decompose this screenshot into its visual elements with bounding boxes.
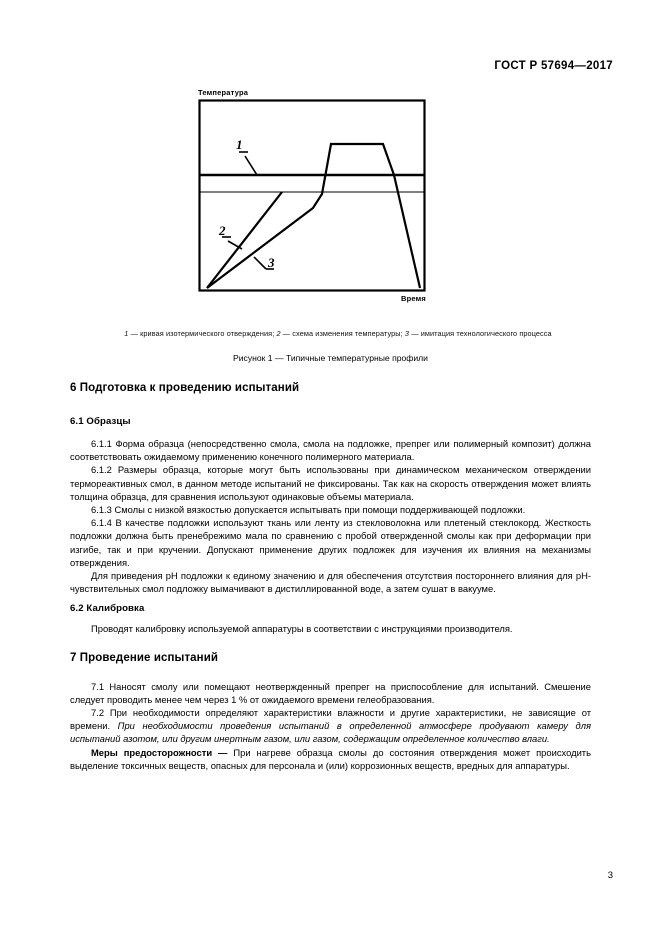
- heading-section-7: 7 Проведение испытаний: [70, 651, 219, 664]
- curve-label-2: 2: [219, 223, 226, 238]
- heading-section-6-2: 6.2 Калибровка: [70, 603, 145, 615]
- page-header-standard-number: ГОСТ Р 57694—2017: [494, 60, 613, 72]
- paragraph-6-1-2: 6.1.2 Размеры образца, которые могут быть использованы при динамическом механическом отверждении термореактивных смол, в данном методе испытаний не фиксированы. Так как на скорость отверждения может влиять толщина образца, для сравнения используют одинаковые объемы материала.: [70, 464, 591, 502]
- figure-caption: Рисунок 1 — Типичные температурные профили: [233, 353, 428, 363]
- paragraph-safety: [70, 746, 591, 772]
- paragraph-6-1-4: 6.1.4 В качестве подложки используют ткань или ленту из стекловолокна или плетеный стеклокорд. Жесткость подложки должна быть пренебрежимо мала по сравнению с пробой отвержденной смолы как при деформации при изгибе, так и при кручении. Допускают применение других подложек для изучения их влияния на механизмы отверждения.: [70, 517, 591, 568]
- paragraph-7-2-plain: 7.2 При необходимости определяют характеристики влажности и другие характеристики, не зависящие от времени.: [70, 707, 591, 732]
- paragraph-ph-treatment: Для приведения рН подложки к единому значению и для обеспечения отсутствия постороннего влияния для рН-чувствительных смол подложку вымачивают в дистиллированной воде, а затем сушат в вакууме.: [70, 570, 591, 595]
- legend-num-3: 3: [404, 329, 410, 338]
- temperature-profiles-chart: [198, 99, 426, 292]
- figure-x-axis-label: Время: [401, 294, 426, 303]
- legend-text-3: — имитация технологического процесса: [409, 329, 552, 338]
- document-body: [70, 382, 591, 772]
- legend-num-2: 2: [276, 329, 281, 338]
- curve-1-leader: [239, 152, 257, 175]
- heading-section-6: 6 Подготовка к проведению испытаний: [70, 382, 300, 394]
- figure-y-axis-label: Температура: [198, 88, 249, 97]
- heading-section-6-1: 6.1 Образцы: [70, 416, 131, 427]
- figure-plot-area: [198, 99, 426, 303]
- legend-text-2: — схема изменения температуры;: [280, 329, 405, 338]
- paragraph-7-2-italic: При необходимости проведения испытаний в определенной атмосфере продувают камеру для испытаний азотом, или другим инертным газом, или газом, содержащим определенное количество влаги.: [70, 720, 591, 745]
- curve-3-process-simulation: [207, 144, 420, 288]
- paragraph-6-1-1: 6.1.1 Форма образца (непосредственно смола, смола на подложке, препрег или полимерный композит) должна соответствовать ожидаемому применению конечного полимерного материала.: [70, 438, 591, 463]
- paragraph-7-1: 7.1 Наносят смолу или помещают неотвержденный препрег на приспособление для испытаний. Смешение следует проводить менее чем через 1 % от ожидаемого времени гелеобразования.: [70, 680, 591, 705]
- safety-label: Меры предосторожности —: [91, 746, 234, 758]
- curve-2-leader: [222, 237, 242, 249]
- figure-1: [198, 88, 438, 303]
- paragraph-6-1-3: 6.1.3 Смолы с низкой вязкостью допускается испытывать при помощи поддерживающей подложки.: [91, 504, 526, 516]
- figure-legend: [58, 329, 618, 338]
- legend-text-1: — кривая изотермического отверждения;: [128, 329, 277, 338]
- legend-num-1: 1: [124, 329, 129, 338]
- curve-label-1: 1: [236, 137, 243, 152]
- curve-label-3: 3: [268, 255, 275, 270]
- paragraph-6-2: Проводят калибровку используемой аппаратуры в соответствии с инструкциями производителя.: [91, 623, 513, 635]
- page-number: 3: [607, 870, 613, 881]
- paragraph-7-2: [70, 706, 591, 746]
- safety-text: При нагреве образца смолы до состояния отверждения может происходить выделение токсичных веществ, опасных для персонала и (или) коррозионных веществ, вредных для аппаратуры.: [70, 746, 591, 771]
